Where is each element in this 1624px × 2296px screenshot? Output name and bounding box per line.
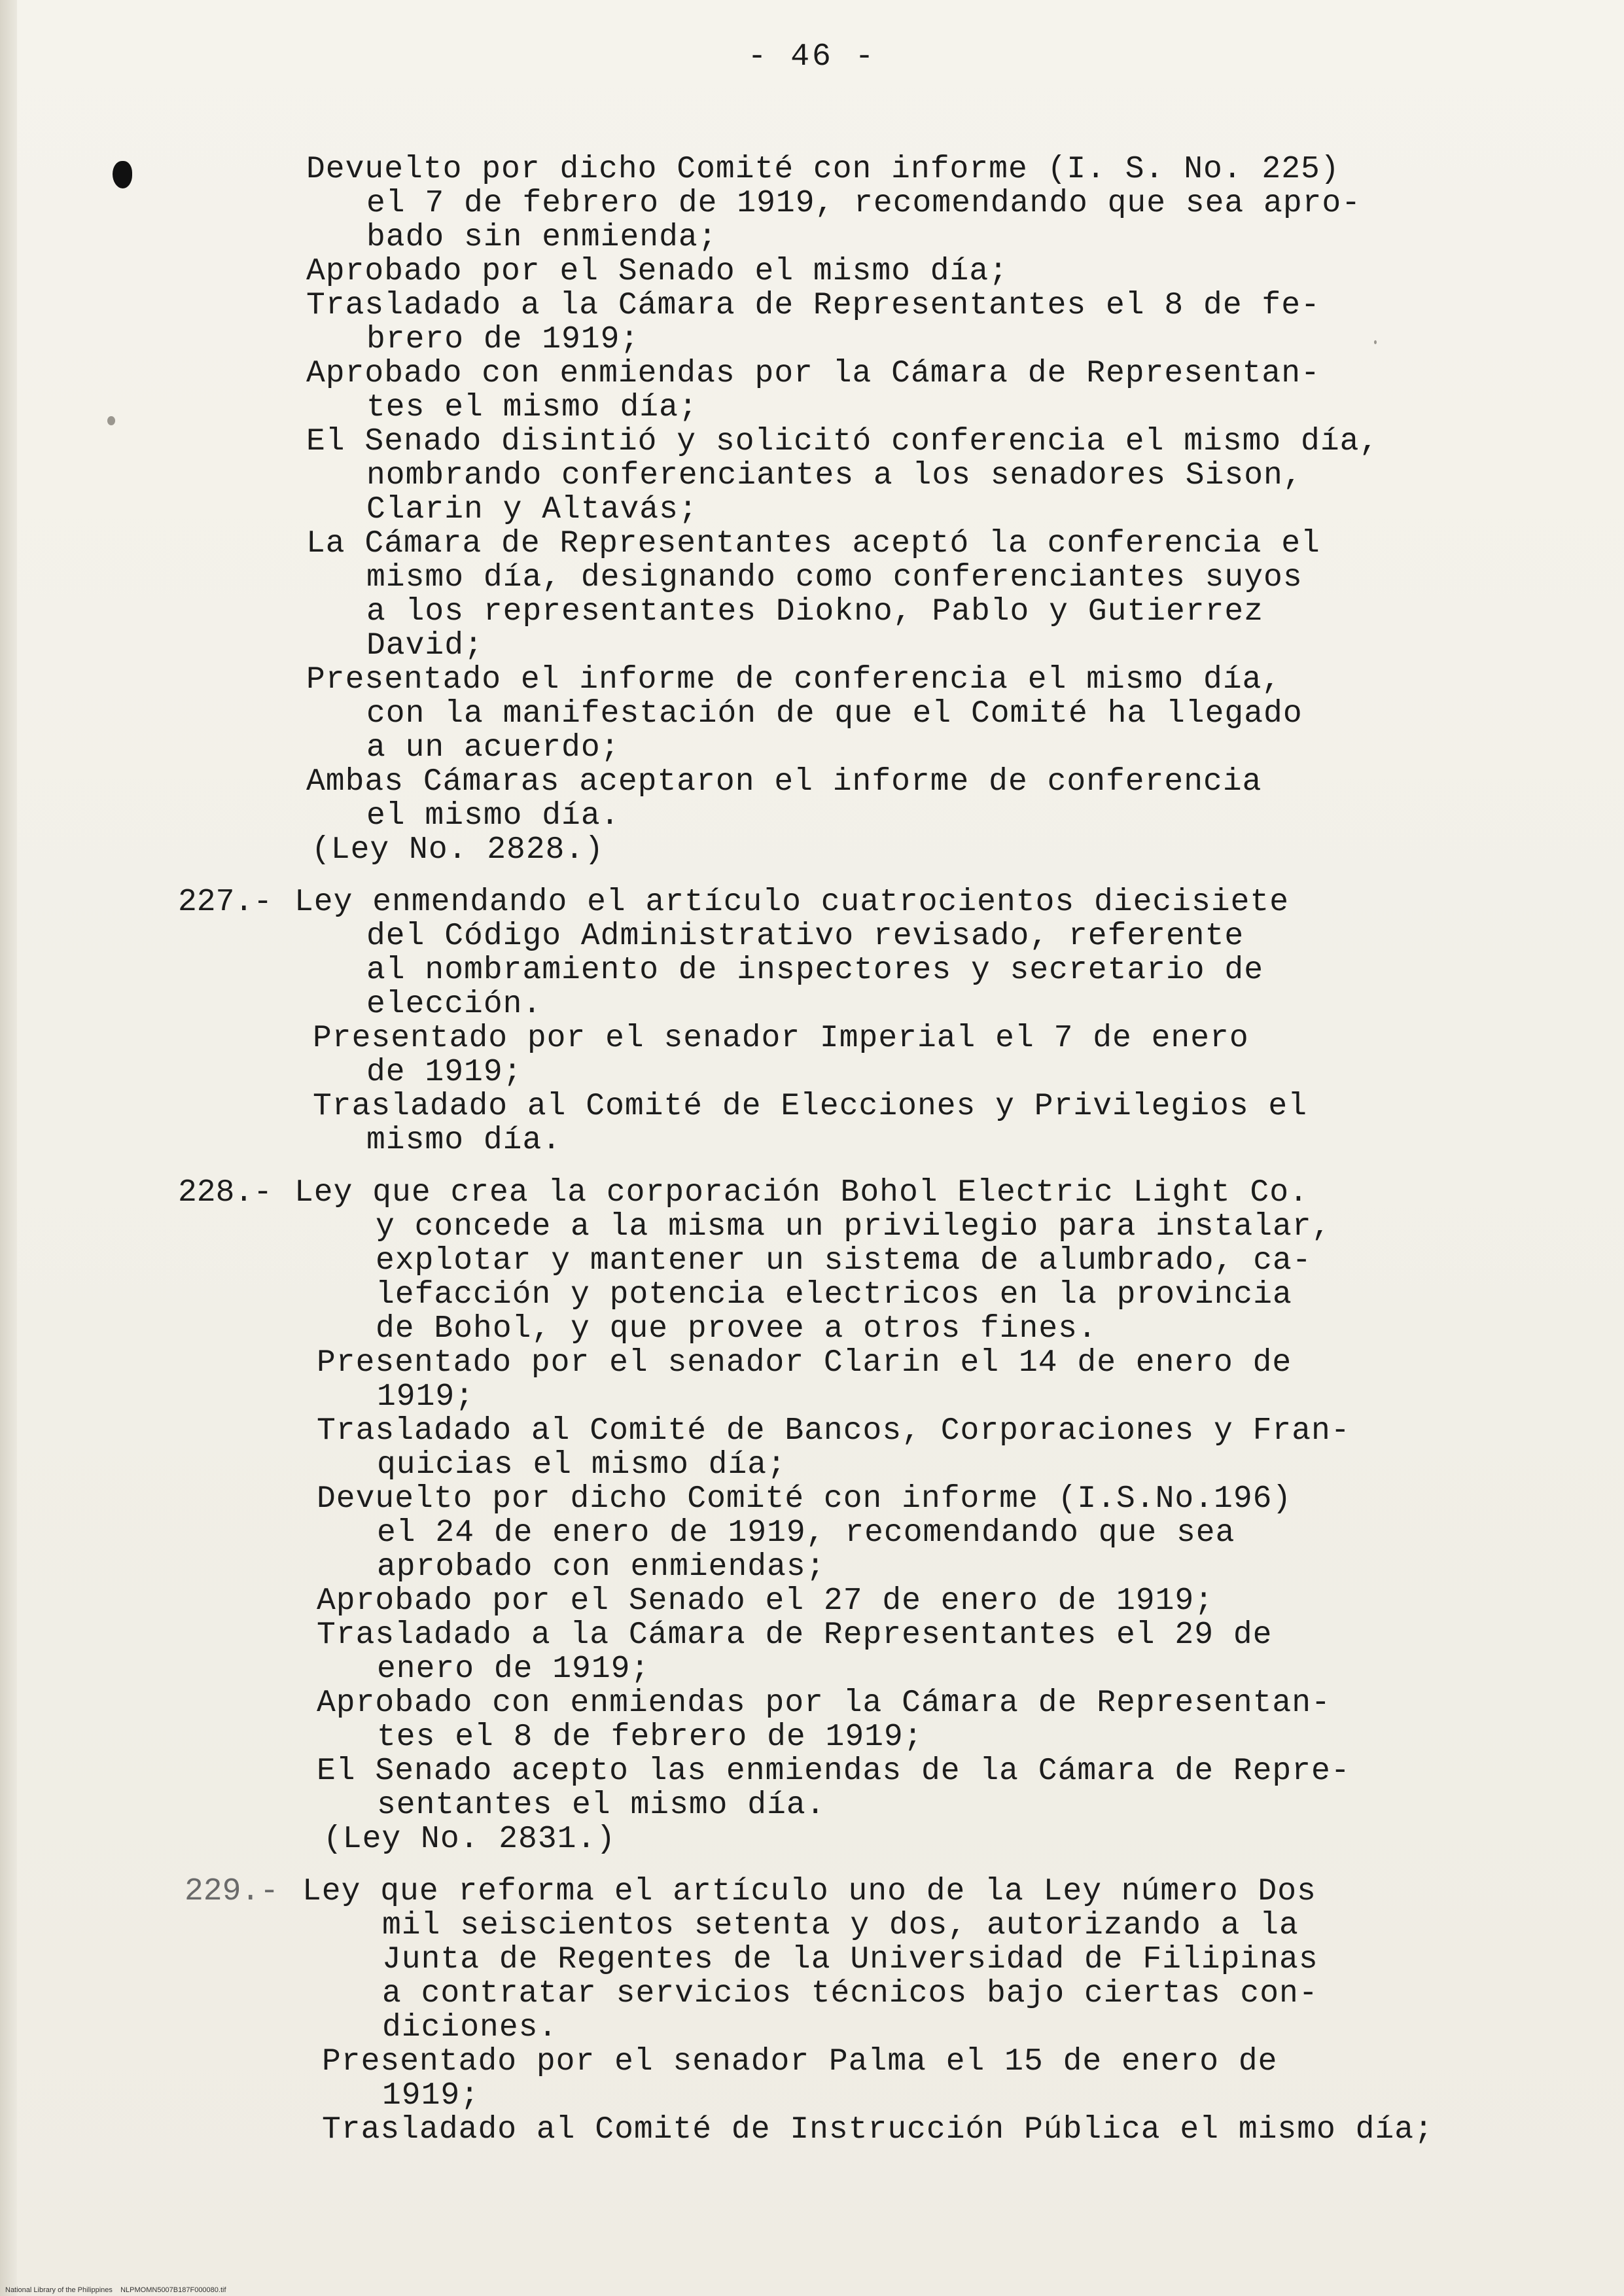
text-line: (Ley No. 2831.) bbox=[323, 1822, 616, 1857]
text-line: quicias el mismo día; bbox=[377, 1447, 786, 1483]
text-line: el mismo día. bbox=[366, 798, 620, 834]
page-edge bbox=[0, 0, 17, 2296]
entry-number: 227.- bbox=[178, 885, 273, 920]
text-line: Clarin y Altavás; bbox=[366, 492, 698, 527]
text-line: tes el mismo día; bbox=[366, 390, 698, 425]
text-line: a contratar servicios técnicos bajo ciertas con- bbox=[382, 1976, 1318, 2011]
ink-blot bbox=[113, 161, 132, 188]
text-line: 1919; bbox=[377, 1379, 475, 1415]
text-line: Presentado el informe de conferencia el mismo día, bbox=[306, 662, 1282, 698]
text-line: Aprobado por el Senado el mismo día; bbox=[306, 254, 1008, 289]
text-line: Presentado por el senador Clarin el 14 de enero de bbox=[317, 1345, 1292, 1381]
text-line: David; bbox=[366, 628, 484, 663]
text-line: sentantes el mismo día. bbox=[377, 1788, 826, 1823]
text-line: Devuelto por dicho Comité con informe (I. S. No. 225) bbox=[306, 152, 1340, 187]
text-line: a un acuerdo; bbox=[366, 730, 620, 766]
text-line: aprobado con enmiendas; bbox=[377, 1549, 826, 1585]
scan-footer: National Library of the Philippines NLPMOMN5007B187F000080.tif bbox=[5, 2286, 226, 2294]
text-line: (Ley No. 2828.) bbox=[311, 832, 605, 868]
text-line: lefacción y potencia electricos en la provincia bbox=[376, 1277, 1292, 1313]
text-line: La Cámara de Representantes aceptó la conferencia el bbox=[306, 526, 1320, 561]
entry-number: 228.- bbox=[178, 1175, 273, 1210]
text-line: Aprobado con enmiendas por la Cámara de Representan- bbox=[317, 1686, 1331, 1721]
text-line: mismo día. bbox=[366, 1123, 562, 1158]
text-line: al nombramiento de inspectores y secretario de bbox=[366, 953, 1264, 988]
text-line: y concede a la misma un privilegio para instalar, bbox=[376, 1209, 1332, 1245]
text-line: tes el 8 de febrero de 1919; bbox=[377, 1720, 923, 1755]
text-line: Aprobado por el Senado el 27 de enero de 1919; bbox=[317, 1583, 1214, 1619]
text-line: del Código Administrativo revisado, referente bbox=[366, 919, 1244, 954]
page-number: - 46 - bbox=[747, 39, 877, 75]
text-line: Trasladado al Comité de Bancos, Corporaciones y Fran- bbox=[317, 1413, 1350, 1449]
text-line: El Senado disintió y solicitó conferencia el mismo día, bbox=[306, 424, 1379, 459]
text-line: Presentado por el senador Palma el 15 de enero de bbox=[322, 2044, 1278, 2079]
speck bbox=[1374, 340, 1377, 344]
text-line: Trasladado al Comité de Elecciones y Privilegios el bbox=[313, 1089, 1308, 1124]
text-line: 1919; bbox=[382, 2078, 480, 2113]
text-line: de Bohol, y que provee a otros fines. bbox=[376, 1311, 1097, 1347]
text-line: Ley enmendando el artículo cuatrocientos diecisiete bbox=[294, 885, 1290, 920]
text-line: mil seiscientos setenta y dos, autorizando a la bbox=[382, 1908, 1299, 1943]
speck bbox=[107, 416, 115, 425]
text-line: explotar y mantener un sistema de alumbrado, ca- bbox=[376, 1243, 1312, 1279]
text-line: elección. bbox=[366, 987, 542, 1022]
text-line: enero de 1919; bbox=[377, 1651, 650, 1687]
text-line: Ley que reforma el artículo uno de la Ley número Dos bbox=[302, 1874, 1316, 1909]
text-line: brero de 1919; bbox=[366, 322, 640, 357]
text-line: con la manifestación de que el Comité ha llegado bbox=[366, 696, 1303, 732]
text-line: de 1919; bbox=[366, 1055, 523, 1090]
text-line: bado sin enmienda; bbox=[366, 220, 718, 255]
text-line: el 7 de febrero de 1919, recomendando que sea apro- bbox=[366, 186, 1362, 221]
text-line: Devuelto por dicho Comité con informe (I.S.No.196) bbox=[317, 1481, 1292, 1517]
text-line: el 24 de enero de 1919, recomendando que sea bbox=[377, 1515, 1235, 1551]
text-line: Presentado por el senador Imperial el 7 de enero bbox=[313, 1021, 1249, 1056]
text-line: nombrando conferenciantes a los senadores Sison, bbox=[366, 458, 1303, 493]
entry-number: 229.- bbox=[185, 1874, 279, 1909]
text-line: Trasladado al Comité de Instrucción Pública el mismo día; bbox=[322, 2112, 1434, 2147]
text-line: Trasladado a la Cámara de Representantes el 8 de fe- bbox=[306, 288, 1320, 323]
text-line: El Senado acepto las enmiendas de la Cámara de Repre- bbox=[317, 1754, 1350, 1789]
text-line: a los representantes Diokno, Pablo y Gutierrez bbox=[366, 594, 1264, 629]
text-line: diciones. bbox=[382, 2010, 558, 2045]
text-line: mismo día, designando como conferenciantes suyos bbox=[366, 560, 1303, 595]
text-line: Trasladado a la Cámara de Representantes el 29 de bbox=[317, 1617, 1273, 1653]
text-line: Junta de Regentes de la Universidad de Filipinas bbox=[382, 1942, 1318, 1977]
text-line: Ley que crea la corporación Bohol Electric Light Co. bbox=[294, 1175, 1309, 1210]
text-line: Aprobado con enmiendas por la Cámara de Representan- bbox=[306, 356, 1320, 391]
text-line: Ambas Cámaras aceptaron el informe de conferencia bbox=[306, 764, 1262, 800]
